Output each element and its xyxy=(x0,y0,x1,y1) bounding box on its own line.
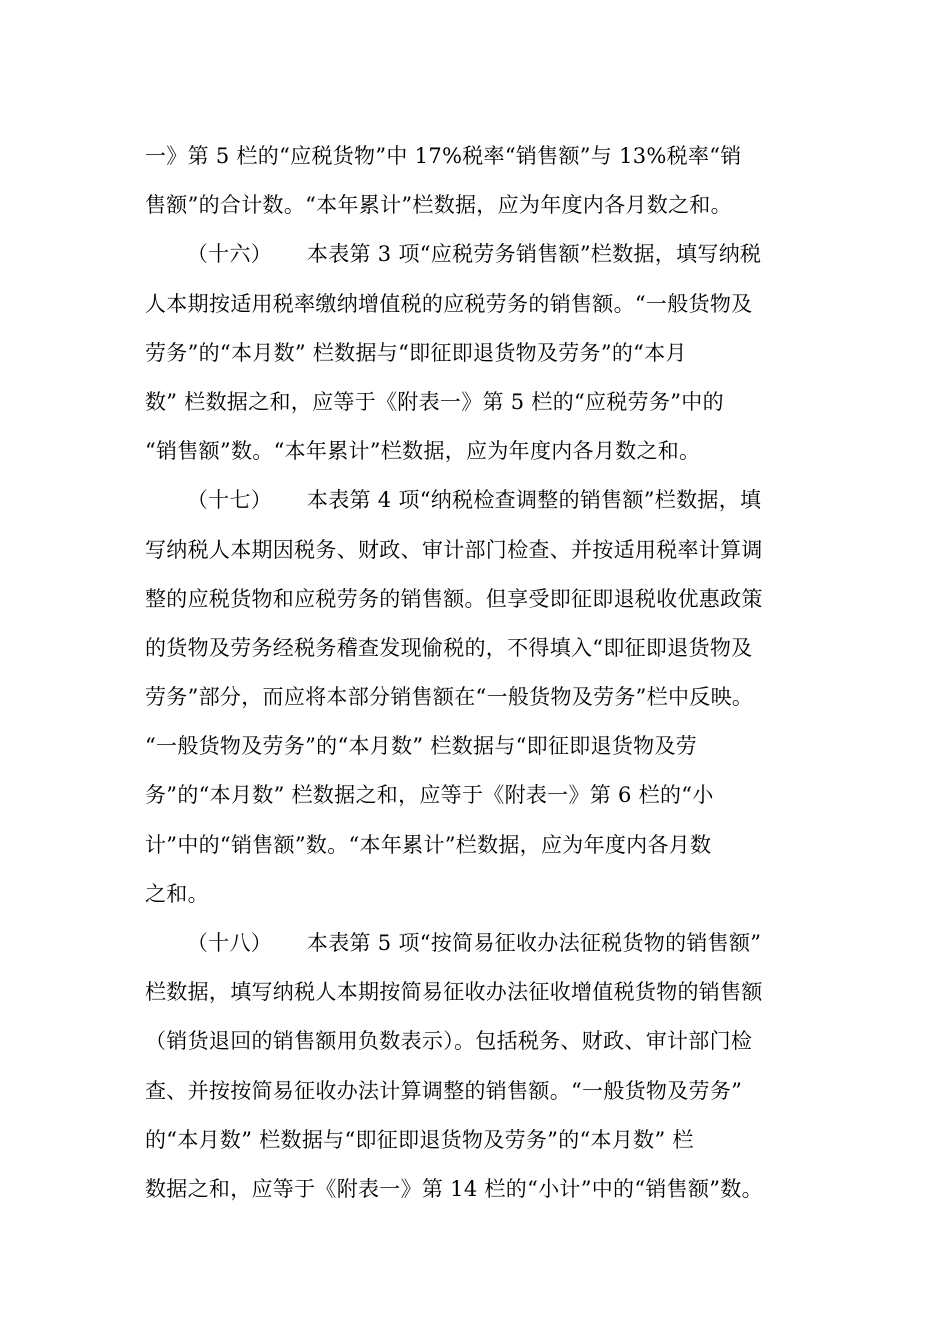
paragraph-16-heading-line: （十六） 本表第 3 项“应税劳务销售额”栏数据，填写纳税 xyxy=(145,242,762,267)
text-line: 的“本月数” 栏数据与“即征即退货物及劳务”的“本月数” 栏 xyxy=(145,1127,694,1152)
text-line: 数” 栏数据之和，应等于《附表一》第 5 栏的“应税劳务”中的 xyxy=(145,389,724,414)
text-line: “销售额”数。“本年累计”栏数据，应为年度内各月数之和。 xyxy=(145,439,701,464)
text-line: 写纳税人本期因税务、财政、审计部门检查、并按适用税率计算调 xyxy=(145,537,763,562)
text-line: 之和。 xyxy=(145,881,209,906)
text-line: “一般货物及劳务”的“本月数” 栏数据与“即征即退货物及劳 xyxy=(145,734,698,759)
text-line: 栏数据，填写纳税人本期按简易征收办法征收增值税货物的销售额 xyxy=(145,980,763,1005)
text-line: 一》第 5 栏的“应税货物”中 17%税率“销售额”与 13%税率“销 xyxy=(145,144,742,168)
text-line: 的货物及劳务经税务稽查发现偷税的，不得填入“即征即退货物及 xyxy=(145,635,753,660)
text-line: 人本期按适用税率缴纳增值税的应税劳务的销售额。“一般货物及 xyxy=(145,291,753,316)
text-line: 整的应税货物和应税劳务的销售额。但享受即征即退税收优惠政策 xyxy=(145,586,763,611)
paragraph-17-heading-line: （十七） 本表第 4 项“纳税检查调整的销售额”栏数据，填 xyxy=(145,488,762,513)
text-line: （销货退回的销售额用负数表示）。包括税务、财政、审计部门检 xyxy=(145,1029,753,1054)
text-line: 查、并按按简易征收办法计算调整的销售额。“一般货物及劳务” xyxy=(145,1078,743,1103)
paragraph-18-heading-line: （十八） 本表第 5 项“按简易征收办法征税货物的销售额” xyxy=(145,931,762,955)
text-line: 劳务”部分，而应将本部分销售额在“一般货物及劳务”栏中反映。 xyxy=(145,685,754,710)
text-line: 数据之和，应等于《附表一》第 14 栏的“小计”中的“销售额”数。 xyxy=(145,1176,763,1201)
document-body xyxy=(145,132,835,1214)
text-line: 售额”的合计数。“本年累计”栏数据，应为年度内各月数之和。 xyxy=(145,193,732,218)
text-line: 劳务”的“本月数” 栏数据与“即征即退货物及劳务”的“本月 xyxy=(145,340,687,365)
text-line: 计”中的“销售额”数。“本年累计”栏数据，应为年度内各月数 xyxy=(145,832,712,857)
text-line: 务”的“本月数” 栏数据之和，应等于《附表一》第 6 栏的“小 xyxy=(145,783,714,808)
